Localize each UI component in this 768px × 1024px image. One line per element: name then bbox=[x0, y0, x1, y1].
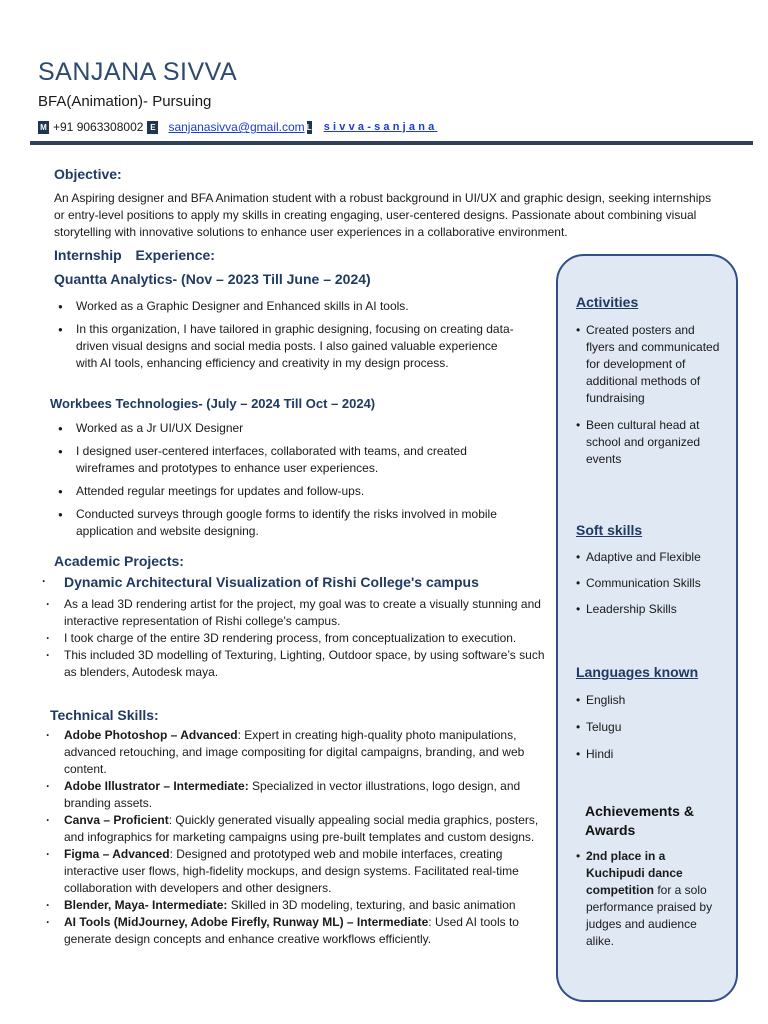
activities-list bbox=[576, 322, 726, 478]
linkedin-icon: L bbox=[306, 122, 312, 132]
project-title-text: Dynamic Architectural Visualization of Rishi College's campus bbox=[64, 574, 479, 590]
skill-sep: : bbox=[169, 847, 177, 861]
project-title bbox=[44, 574, 479, 590]
skill-desc: Designed and prototyped web and mobile interfaces, creating interactive user flows, high-fidelity mockups, and design systems. Facilitated real-time collaboration with developers and other designers. bbox=[64, 847, 519, 895]
skill-desc: Quickly generated visually appealing social media graphics, posters, and infographics for marketing campaigns using pre-built templates and custom designs. bbox=[64, 813, 539, 844]
list-item: ● Attended regular meetings for updates and follow-ups. bbox=[54, 483, 514, 500]
soft-skills-list bbox=[576, 549, 731, 627]
linkedin-link[interactable]: sivva-sanjana bbox=[323, 121, 438, 133]
header-divider bbox=[30, 141, 753, 145]
academic-bullets bbox=[44, 596, 554, 681]
candidate-name: SANJANA SIVVA bbox=[38, 58, 238, 86]
company-workbees: Workbees Technologies- (July – 2024 Till Oct – 2024) bbox=[50, 396, 376, 411]
degree-line: BFA(Animation)- Pursuing bbox=[38, 93, 212, 110]
list-item: • Communication Skills bbox=[576, 575, 731, 592]
list-item: • Hindi bbox=[576, 746, 726, 763]
list-item: ● Conducted surveys through google forms to identify the risks involved in mobile application and website designing. bbox=[54, 506, 514, 540]
achievements-heading: Achievements & Awards bbox=[585, 803, 694, 838]
email-icon: E bbox=[147, 121, 158, 134]
phone-number: +91 9063308002 bbox=[53, 120, 144, 134]
achievements-list bbox=[576, 848, 726, 960]
skill-sep: : bbox=[428, 915, 435, 929]
list-item: • Been cultural head at school and organized events bbox=[576, 417, 726, 468]
skill-item bbox=[44, 846, 559, 897]
list-item bbox=[576, 848, 726, 950]
skill-name: Adobe Photoshop – Advanced bbox=[64, 728, 238, 742]
email-link[interactable]: sanjanasivva@gmail.com bbox=[168, 120, 305, 134]
skill-item bbox=[44, 812, 559, 846]
skill-sep: : bbox=[168, 813, 176, 827]
list-item: · I took charge of the entire 3D rendering process, from conceptualization to execution. bbox=[44, 630, 554, 647]
list-item: • Created posters and flyers and communicated for development of additional methods of fundraising bbox=[576, 322, 726, 407]
internship-heading: Internship Experience: bbox=[54, 247, 215, 263]
skill-sep: : bbox=[237, 728, 245, 742]
list-item: • Telugu bbox=[576, 719, 726, 736]
list-item: ● Worked as a Graphic Designer and Enhanced skills in AI tools. bbox=[54, 298, 514, 315]
skill-name: Figma – Advanced bbox=[64, 847, 170, 861]
skill-desc: Expert in creating high-quality photo manipulations, advanced retouching, and image compositing for digital campaigns, branding, and web content. bbox=[64, 728, 525, 776]
skill-item bbox=[44, 914, 559, 948]
languages-list bbox=[576, 692, 726, 773]
quantta-bullets bbox=[54, 298, 514, 378]
skill-desc: Used AI tools to generate design concepts and enhance creative workflows efficiently. bbox=[64, 915, 519, 946]
phone-icon: M bbox=[38, 121, 49, 134]
list-item: • English bbox=[576, 692, 726, 709]
list-item: ● In this organization, I have tailored in graphic designing, focusing on creating data-driven visual designs and social media posts. I also gained valuable experience with AI tools, enhancing efficiency and creativity in my design process. bbox=[54, 321, 514, 372]
sidebar-panel bbox=[556, 254, 738, 1002]
skill-desc: Skilled in 3D modeling, texturing, and basic animation bbox=[230, 898, 516, 912]
skill-name: Blender, Maya- Intermediate: bbox=[64, 898, 228, 912]
company-quantta: Quantta Analytics- (Nov – 2023 Till June – 2024) bbox=[54, 271, 371, 287]
list-item: • Leadership Skills bbox=[576, 601, 731, 618]
achievement-rest: for a solo performance praised by judges and audience alike. bbox=[586, 883, 713, 948]
objective-text: An Aspiring designer and BFA Animation student with a robust background in UI/UX and graphic design, seeking internships or entry-level positions to apply my skills in creating engaging, user-centered designs. Passionate about combining visual storytelling with innovative solutions to enhance user experiences in a collaborative environment. bbox=[54, 191, 712, 239]
skill-name: Canva – Proficient bbox=[64, 813, 169, 827]
skill-item bbox=[44, 727, 559, 778]
languages-heading: Languages known bbox=[576, 664, 699, 680]
skill-item bbox=[44, 897, 559, 914]
list-item: ● Worked as a Jr UI/UX Designer bbox=[54, 420, 514, 437]
list-item: ● I designed user-centered interfaces, collaborated with teams, and created wireframes and prototypes to enhance user experiences. bbox=[54, 443, 514, 477]
achievement-highlight: 2nd place in a Kuchipudi dance competition bbox=[586, 849, 683, 897]
skill-item bbox=[44, 778, 559, 812]
technical-heading: Technical Skills: bbox=[50, 707, 159, 723]
workbees-bullets bbox=[54, 420, 514, 546]
technical-skills-list bbox=[44, 727, 559, 948]
academic-heading: Academic Projects: bbox=[54, 553, 184, 569]
list-item: · As a lead 3D rendering artist for the project, my goal was to create a visually stunning and interactive representation of Rishi college's campus. bbox=[44, 596, 554, 630]
skill-name: AI Tools (MidJourney, Adobe Firefly, Runway ML) – Intermediate bbox=[64, 915, 429, 929]
contact-line bbox=[38, 120, 437, 134]
activities-heading: Activities bbox=[576, 294, 639, 310]
list-item: • Adaptive and Flexible bbox=[576, 549, 731, 566]
skill-desc: Specialized in vector illustrations, logo design, and branding assets. bbox=[64, 779, 521, 810]
skill-name: Adobe Illustrator – Intermediate: bbox=[64, 779, 249, 793]
list-item: · This included 3D modelling of Texturing, Lighting, Outdoor space, by using software’s such as blenders, Autodesk maya. bbox=[44, 647, 554, 681]
soft-skills-heading: Soft skills bbox=[576, 522, 643, 538]
objective-heading: Objective: bbox=[54, 166, 122, 182]
